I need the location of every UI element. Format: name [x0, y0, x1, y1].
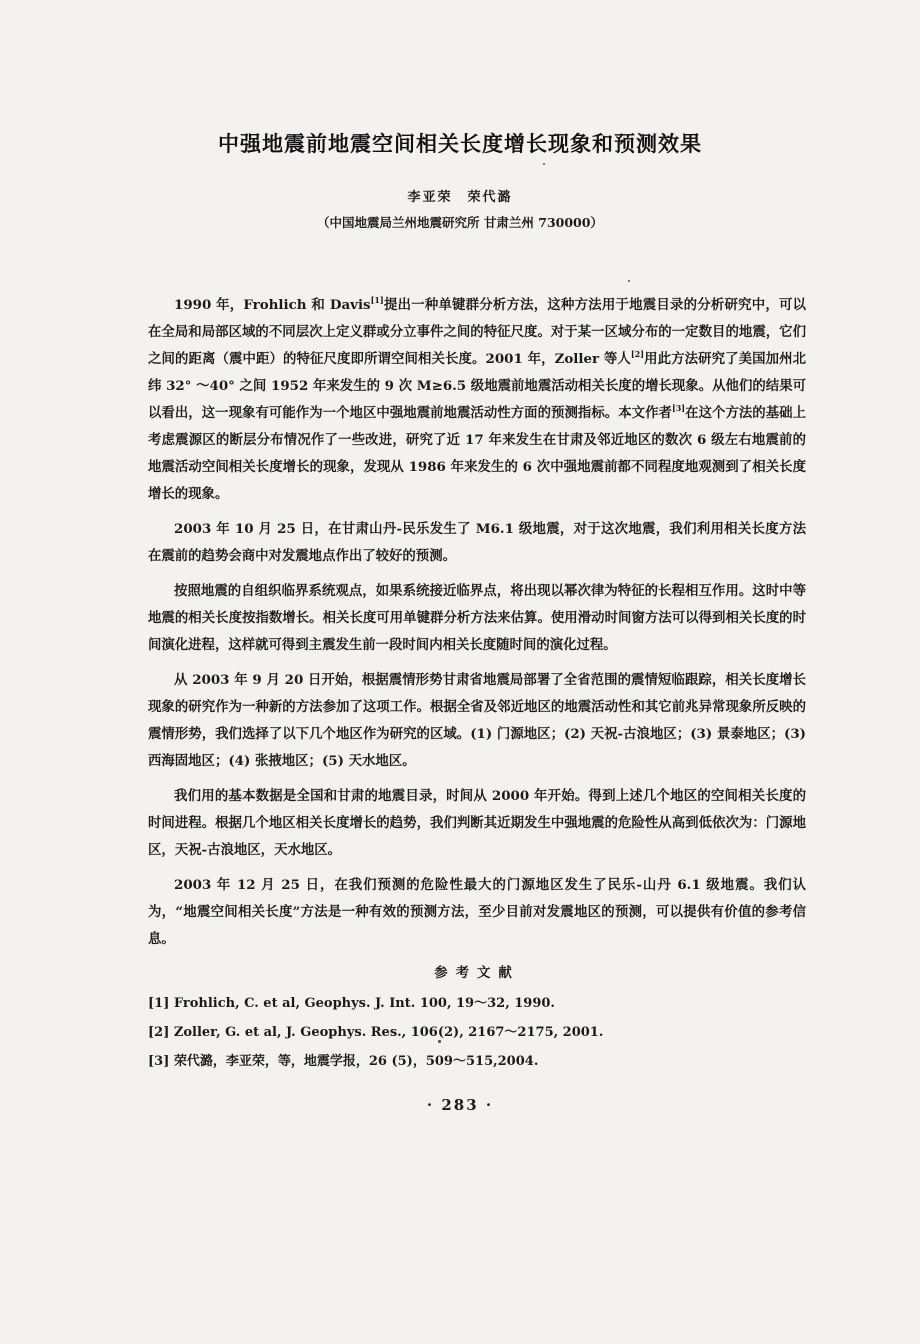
scan-speck — [628, 280, 630, 282]
reference-item: [1] Frohlich, C. et al, Geophys. J. Int. 100, 19～32, 1990. — [148, 996, 555, 1011]
paragraph-3: 按照地震的自组织临界系统观点，如果系统接近临界点，将出现以幂次律为特征的长程相互作用。这时中等地震的相关长度按指数增长。相关长度可用单键群分析方法来估算。使用滑动时间窗方法可以得到相关长度的时间演化进程，这样就可得到主震发生前一段时间内相关长度随时间的演化过程。 — [148, 583, 806, 653]
scan-speck — [438, 1040, 441, 1043]
references-heading: 参考文献 — [434, 965, 520, 981]
reference-item: [3] 荣代潞，李亚荣，等，地震学报，26 (5)，509～515,2004. — [148, 1054, 539, 1069]
author-line: 李亚荣 荣代潞 — [407, 190, 513, 205]
paragraph-1: 1990 年，Frohlich 和 Davis[1]提出一种单键群分析方法，这种方法用于地震目录的分析研究中，可以在全局和局部区域的不同层次上定义群或分立事件之间的特征尺度。对于某一区域分布的一定数目的地震，它们之间的距离（震中距）的特征尺度即所谓空间相关长度。2001 年，Zoller 等人[2]用此方法研究了美国加州北纬 32° ～40° 之间 1952 年来发生的 9 次 M≥6.5 级地震前地震活动相关长度的增长现象。从他们的结果可以看出，这一现象有可能作为一个地区中强地震前地震活动性方面的预测指标。本文作者[3]在这个方法的基础上考虑震源区的断层分布情况作了一些改进，研究了近 17 年来发生在甘肃及邻近地区的数次 6 级左右地震前的地震活动空间相关长度增长的现象，发现从 1986 年来发生的 6 次中强地震前都不同程度地观测到了相关长度增长的现象。 — [148, 295, 807, 502]
article-body — [148, 292, 806, 1076]
paragraph-2: 2003 年 10 月 25 日，在甘肃山丹-民乐发生了 M6.1 级地震，对于这次地震，我们利用相关长度方法在震前的趋势会商中对发震地点作出了较好的预测。 — [148, 521, 806, 564]
citation-2: [2] — [630, 349, 644, 359]
paragraph-6: 2003 年 12 月 25 日，在我们预测的危险性最大的门源地区发生了民乐-山丹 6.1 级地震。我们认为，“地震空间相关长度”方法是一种有效的预测方法，至少目前对发震地区的预测，可以提供有价值的参考信息。 — [148, 877, 806, 947]
page-number: · 283 · — [426, 1096, 494, 1114]
scan-speck — [543, 163, 545, 165]
citation-1: [1] — [370, 295, 384, 305]
reference-item: [2] Zoller, G. et al, J. Geophys. Res., 106(2), 2167～2175, 2001. — [148, 1025, 604, 1040]
citation-3: [3] — [671, 403, 686, 413]
paragraph-5: 我们用的基本数据是全国和甘肃的地震目录，时间从 2000 年开始。得到上述几个地区的空间相关长度的时间进程。根据几个地区相关长度增长的趋势，我们判断其近期发生中强地震的危险性从高到低依次为：门源地区，天祝-古浪地区，天水地区。 — [148, 788, 806, 858]
affiliation-line: （中国地震局兰州地震研究所 甘肃兰州 730000） — [317, 215, 603, 230]
paper-title: 中强地震前地震空间相关长度增长现象和预测效果 — [218, 132, 702, 156]
paragraph-4: 从 2003 年 9 月 20 日开始，根据震情形势甘肃省地震局部署了全省范围的震情短临跟踪，相关长度增长现象的研究作为一种新的方法参加了这项工作。根据全省及邻近地区的地震活动性和其它前兆异常现象所反映的震情形势，我们选择了以下几个地区作为研究的区域。(1) 门源地区；(2) 天祝-古浪地区；(3) 景泰地区；(3) 西海固地区；(4) 张掖地区；(5) 天水地区。 — [148, 672, 806, 769]
